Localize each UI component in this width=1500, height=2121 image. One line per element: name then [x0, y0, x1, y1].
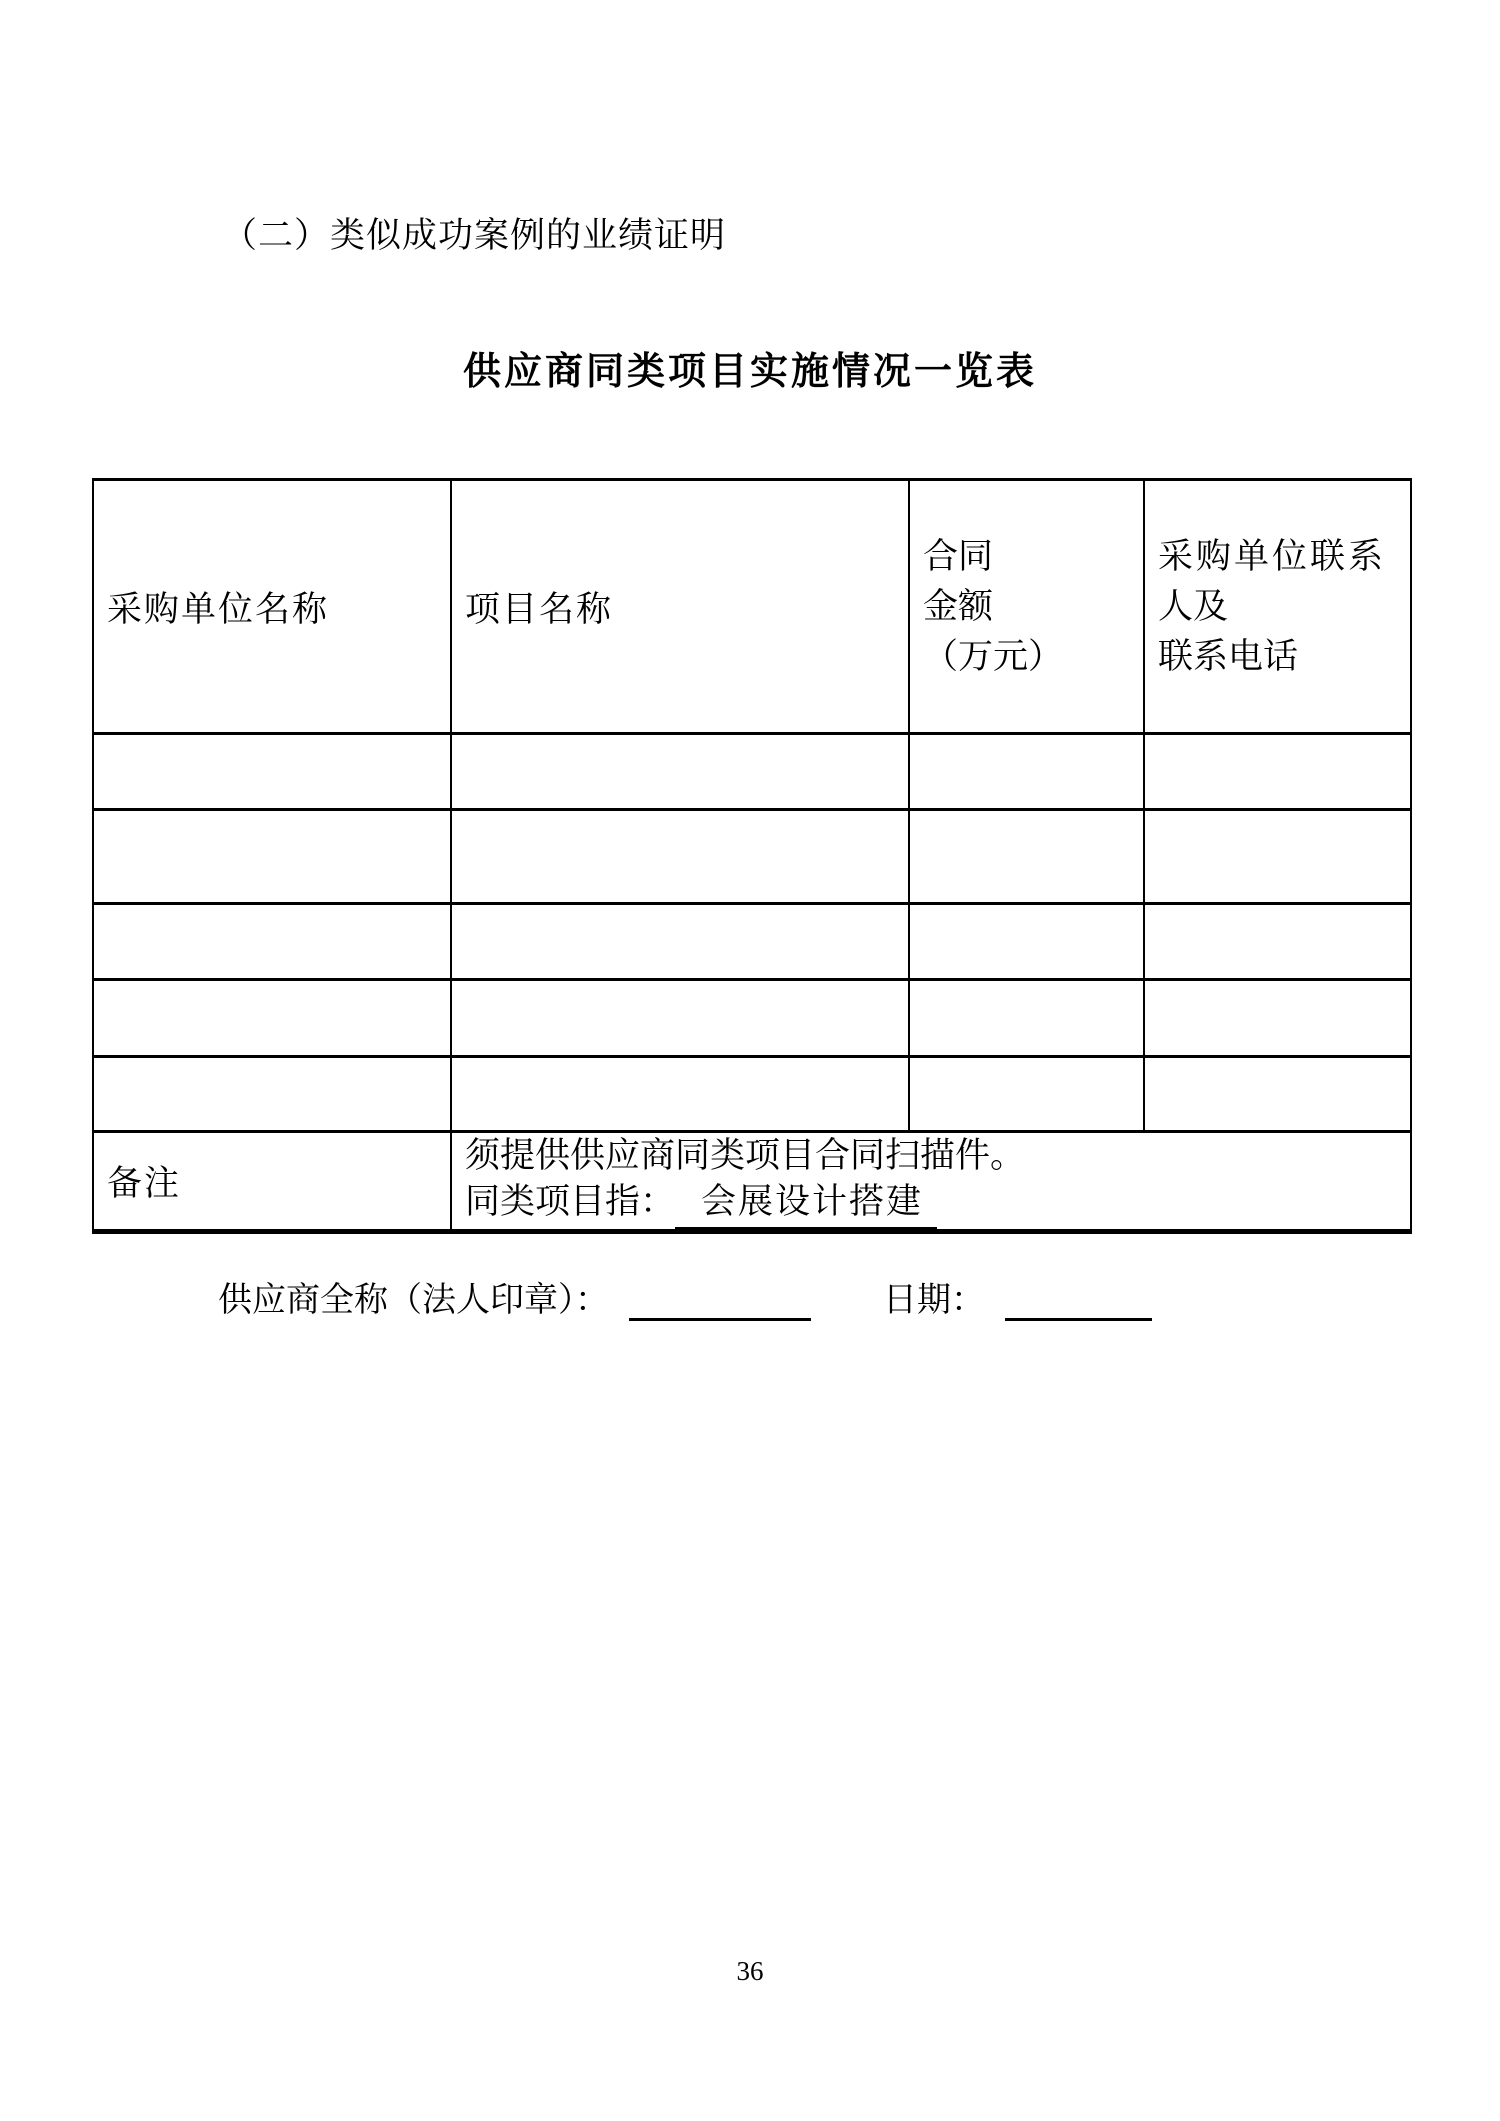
empty-cell	[451, 734, 909, 810]
table-header-row	[93, 480, 1411, 734]
empty-cell	[909, 734, 1144, 810]
empty-row	[93, 1057, 1411, 1132]
empty-cell	[93, 980, 451, 1057]
header-contract-amount-line1: 合同	[923, 536, 994, 576]
remark-line2	[465, 1179, 1410, 1229]
supplier-seal-label: 供应商全称（法人印章）：	[218, 1282, 609, 1319]
date-label: 日期：	[883, 1282, 985, 1319]
empty-row	[93, 810, 1411, 904]
header-contract-amount	[909, 480, 1144, 734]
empty-cell	[1144, 980, 1411, 1057]
empty-cell	[451, 810, 909, 904]
header-contract-amount-line3: （万元）	[923, 636, 1064, 676]
remark-line2-prefix: 同类项目指：	[465, 1182, 676, 1221]
empty-cell	[1144, 904, 1411, 980]
header-contract-amount-line2: 金额	[923, 586, 994, 626]
remark-row	[93, 1132, 1411, 1232]
empty-cell	[909, 904, 1144, 980]
empty-row	[93, 980, 1411, 1057]
empty-cell	[1144, 1057, 1411, 1132]
empty-cell	[451, 980, 909, 1057]
empty-cell	[93, 810, 451, 904]
projects-table-body	[93, 480, 1411, 1232]
empty-cell	[1144, 810, 1411, 904]
remark-line2-underlined-value: 会展设计搭建	[675, 1179, 937, 1229]
empty-cell	[93, 904, 451, 980]
page-number: 36	[736, 1956, 764, 1986]
remark-content	[451, 1132, 1411, 1232]
empty-row	[93, 904, 1411, 980]
empty-cell	[909, 980, 1144, 1057]
header-contact	[1144, 480, 1411, 734]
signature-line	[218, 1272, 1152, 1321]
header-purchasing-unit: 采购单位名称	[93, 480, 451, 734]
remark-line1: 须提供供应商同类项目合同扫描件。	[465, 1136, 1026, 1175]
table-title: 供应商同类项目实施情况一览表	[462, 351, 1037, 393]
header-contact-line1: 采购单位联系	[1158, 536, 1387, 576]
section-heading: （二）类似成功案例的业绩证明	[222, 216, 727, 255]
remark-label: 备注	[93, 1132, 451, 1232]
header-contact-line2: 人及	[1158, 586, 1229, 626]
empty-row	[93, 734, 1411, 810]
empty-cell	[909, 810, 1144, 904]
empty-cell	[909, 1057, 1144, 1132]
supplier-name-blank	[629, 1308, 811, 1321]
header-contact-line3: 联系电话	[1158, 636, 1299, 676]
empty-cell	[93, 734, 451, 810]
empty-cell	[451, 1057, 909, 1132]
header-project-name: 项目名称	[451, 480, 909, 734]
empty-cell	[1144, 734, 1411, 810]
projects-table	[92, 478, 1412, 1234]
empty-cell	[93, 1057, 451, 1132]
empty-cell	[451, 904, 909, 980]
date-blank	[1005, 1308, 1152, 1321]
